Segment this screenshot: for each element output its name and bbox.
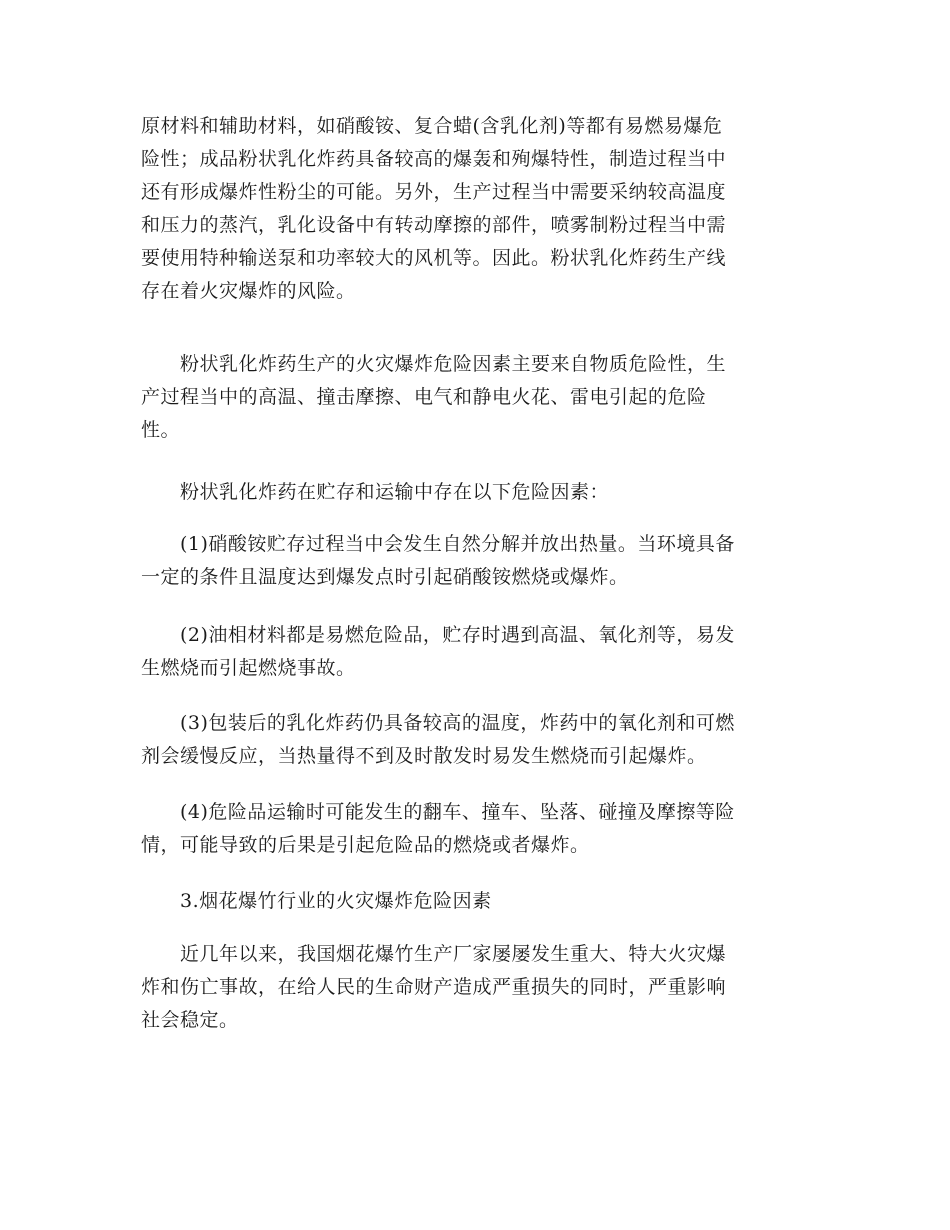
paragraph-production-hazards (141, 348, 806, 447)
list-item-2 (141, 619, 806, 685)
text-line: 和压力的蒸汽，乳化设备中有转动摩擦的部件，喷雾制粉过程当中需 (141, 214, 727, 236)
text-line: 存在着火灾爆炸的风险。 (141, 280, 356, 302)
text-line: 性。 (141, 419, 181, 441)
text-line: 原材料和辅助材料，如硝酸铵、复合蜡(含乳化剂)等都有易燃易爆危 (141, 115, 723, 137)
section-heading-fireworks (141, 885, 806, 918)
text-line: 3.烟花爆竹行业的火灾爆炸危险因素 (141, 890, 492, 912)
text-line: 还有形成爆炸性粉尘的可能。另外，生产过程当中需要采纳较高温度 (141, 181, 727, 203)
paragraph-fireworks-accidents (141, 938, 806, 1037)
text-line: (3)包装后的乳化炸药仍具备较高的温度，炸药中的氧化剂和可燃 (141, 712, 735, 734)
text-line: 近几年以来，我国烟花爆竹生产厂家屡屡发生重大、特大火灾爆 (141, 943, 727, 965)
text-line: 险性；成品粉状乳化炸药具备较高的爆轰和殉爆特性，制造过程当中 (141, 148, 727, 170)
text-line: 粉状乳化炸药生产的火灾爆炸危险因素主要来自物质危险性，生 (141, 353, 727, 375)
text-line: 一定的条件且温度达到爆发点时引起硝酸铵燃烧或爆炸。 (141, 566, 629, 588)
list-item-4 (141, 796, 806, 862)
text-line: 要使用特种输送泵和功率较大的风机等。因此。粉状乳化炸药生产线 (141, 247, 727, 269)
text-line: (1)硝酸铵贮存过程当中会发生自然分解并放出热量。当环境具备 (141, 533, 735, 555)
text-line: 情，可能导致的后果是引起危险品的燃烧或者爆炸。 (141, 834, 590, 856)
text-line: 产过程当中的高温、撞击摩擦、电气和静电火花、雷电引起的危险 (141, 386, 707, 408)
list-item-1 (141, 528, 806, 594)
text-line: 粉状乳化炸药在贮存和运输中存在以下危险因素： (141, 481, 610, 503)
text-line: 炸和伤亡事故，在给人民的生命财产造成严重损失的同时，严重影响 (141, 976, 727, 998)
paragraph-storage-transport-intro (141, 476, 806, 509)
list-item-3 (141, 707, 806, 773)
text-line: 剂会缓慢反应，当热量得不到及时散发时易发生燃烧而引起爆炸。 (141, 745, 707, 767)
text-line: (4)危险品运输时可能发生的翻车、撞车、坠落、碰撞及摩擦等险 (141, 801, 735, 823)
paragraph-hazards-intro (141, 110, 806, 308)
text-line: 生燃烧而引起燃烧事故。 (141, 657, 356, 679)
text-line: (2)油相材料都是易燃危险品，贮存时遇到高温、氧化剂等，易发 (141, 624, 735, 646)
text-line: 社会稳定。 (141, 1009, 239, 1031)
